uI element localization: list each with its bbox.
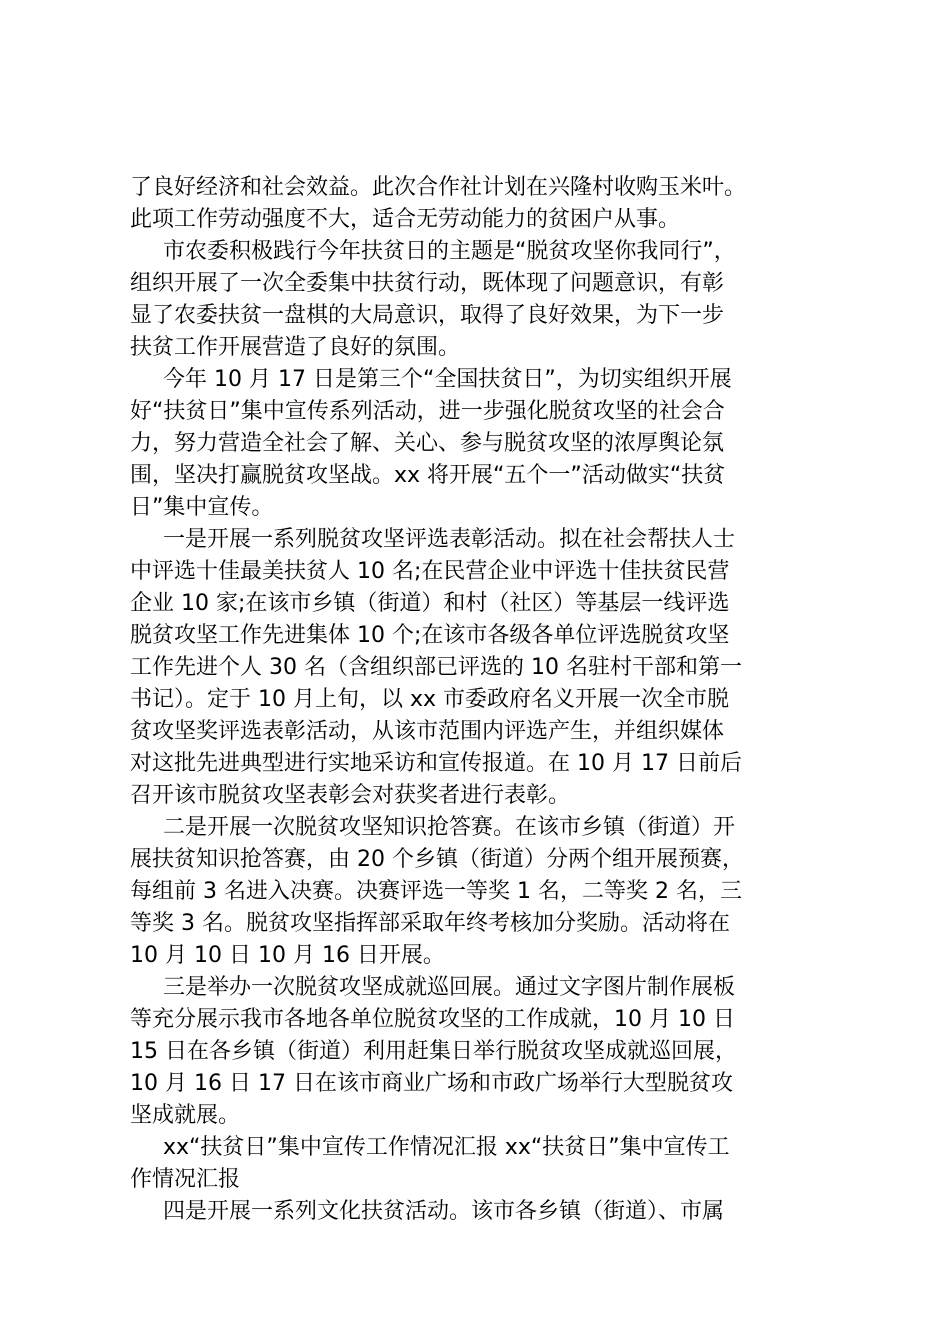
text-line: 贫攻坚奖评选表彰活动，从该市范围内评选产生，并组织媒体 xyxy=(130,719,725,744)
text-line: 中评选十佳最美扶贫人 10 名;在民营企业中评选十佳扶贫民营 xyxy=(130,559,730,584)
text-line: 坚成就展。 xyxy=(130,1103,241,1128)
document-body xyxy=(130,172,830,1228)
text-line: 力，努力营造全社会了解、关心、参与脱贫攻坚的浓厚舆论氛 xyxy=(130,431,725,456)
text-line: 工作先进个人 30 名（含组织部已评选的 10 名驻村干部和第一 xyxy=(130,655,742,680)
text-line: 日”集中宣传。 xyxy=(130,495,274,520)
text-line: 等奖 3 名。脱贫攻坚指挥部采取年终考核加分奖励。活动将在 xyxy=(130,911,730,936)
text-line: 10 月 16 日 17 日在该市商业广场和市政广场举行大型脱贫攻 xyxy=(130,1071,733,1096)
text-line: 书记）。定于 10 月上旬，以 xx 市委政府名义开展一次全市脱 xyxy=(130,687,730,712)
text-line: 等充分展示我市各地各单位脱贫攻坚的工作成就，10 月 10 日 xyxy=(130,1007,735,1032)
text-line: xx“扶贫日”集中宣传工作情况汇报 xx“扶贫日”集中宣传工 xyxy=(163,1135,730,1160)
text-line: 每组前 3 名进入决赛。决赛评选一等奖 1 名，二等奖 2 名，三 xyxy=(130,879,742,904)
text-line: 市农委积极践行今年扶贫日的主题是“脱贫攻坚你我同行”， xyxy=(163,239,736,264)
text-line: 脱贫攻坚工作先进集体 10 个;在该市各级各单位评选脱贫攻坚 xyxy=(130,623,730,648)
text-line: 组织开展了一次全委集中扶贫行动，既体现了问题意识，有彰 xyxy=(130,271,725,296)
text-line: 15 日在各乡镇（街道）利用赶集日举行脱贫攻坚成就巡回展， xyxy=(130,1039,737,1064)
text-line: 围，坚决打赢脱贫攻坚战。xx 将开展“五个一”活动做实“扶贫 xyxy=(130,463,726,488)
text-line: 二是开展一次脱贫攻坚知识抢答赛。在该市乡镇（街道）开 xyxy=(163,815,736,840)
text-line: 三是举办一次脱贫攻坚成就巡回展。通过文字图片制作展板 xyxy=(163,975,736,1000)
text-line: 今年 10 月 17 日是第三个“全国扶贫日”，为切实组织开展 xyxy=(163,367,732,392)
text-line: 扶贫工作开展营造了良好的氛围。 xyxy=(130,335,461,360)
text-line: 了良好经济和社会效益。此次合作社计划在兴隆村收购玉米叶。 xyxy=(130,175,747,200)
text-line: 此项工作劳动强度不大，适合无劳动能力的贫困户从事。 xyxy=(130,207,681,232)
text-line: 作情况汇报 xyxy=(130,1167,241,1192)
text-line: 展扶贫知识抢答赛，由 20 个乡镇（街道）分两个组开展预赛， xyxy=(130,847,744,872)
text-line: 召开该市脱贫攻坚表彰会对获奖者进行表彰。 xyxy=(130,783,571,808)
text-line: 四是开展一系列文化扶贫活动。该市各乡镇（街道）、市属 xyxy=(163,1199,725,1224)
text-line: 对这批先进典型进行实地采访和宣传报道。在 10 月 17 日前后 xyxy=(130,751,742,776)
text-line: 一是开展一系列脱贫攻坚评选表彰活动。拟在社会帮扶人士 xyxy=(163,527,736,552)
text-line: 企业 10 家;在该市乡镇（街道）和村（社区）等基层一线评选 xyxy=(130,591,730,616)
text-line: 显了农委扶贫一盘棋的大局意识，取得了良好效果，为下一步 xyxy=(130,303,725,328)
text-line: 10 月 10 日 10 月 16 日开展。 xyxy=(130,943,445,968)
text-line: 好“扶贫日”集中宣传系列活动，进一步强化脱贫攻坚的社会合 xyxy=(130,399,725,424)
